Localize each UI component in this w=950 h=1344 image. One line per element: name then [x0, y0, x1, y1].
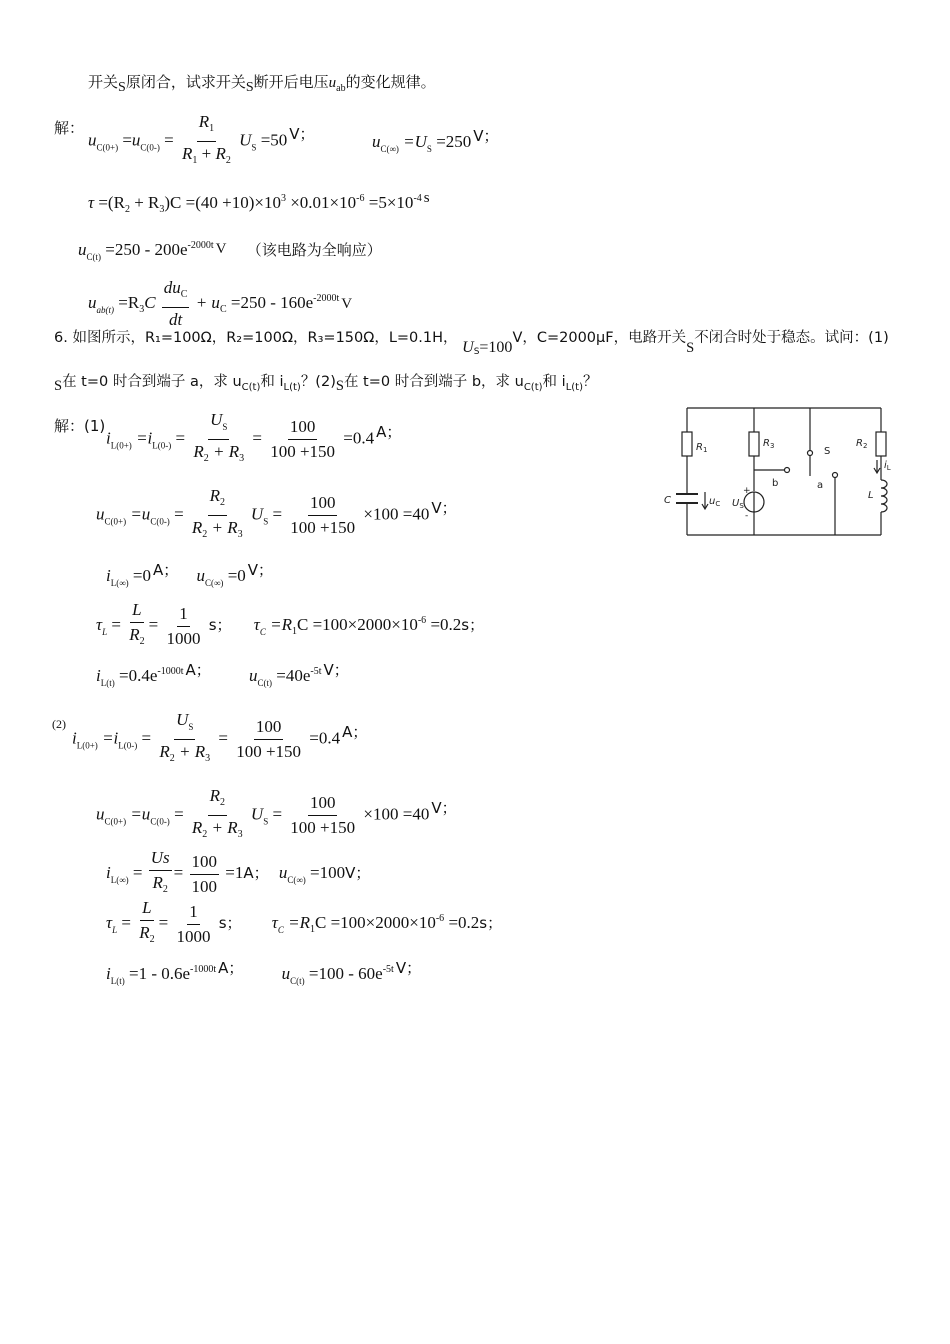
resistor-r1: [682, 432, 692, 456]
eq-expr: =250 - 200e: [105, 240, 188, 259]
intro-text: 的变化规律。: [345, 73, 436, 91]
eq-result: =250 - 160e: [230, 292, 314, 312]
fraction: [149, 848, 172, 900]
fraction: [288, 493, 357, 538]
eq-sub: ab(t): [96, 304, 114, 315]
eq-expr: + u: [195, 292, 220, 312]
inductor-l: [881, 480, 887, 512]
eq-sub: 3: [239, 453, 245, 464]
eq-sup: -2000t: [313, 292, 340, 304]
label-r3-sub: 3: [769, 442, 775, 450]
eq-sym: τ: [271, 912, 278, 932]
eq-sub: 2: [225, 155, 231, 166]
eq-sub: 3: [139, 303, 145, 315]
eq-sym: u: [249, 666, 258, 685]
frac-num: 100: [288, 417, 318, 440]
label-l: L: [868, 490, 874, 501]
label-il-sym: i: [884, 460, 887, 471]
note-full-response: （该电路为全响应）: [246, 241, 382, 259]
problem-text: 6. 如图所示，R₁=100Ω，R₂=100Ω，R₃=150Ω，L=0.1H，: [54, 330, 458, 346]
eq-sub: 2: [149, 934, 155, 945]
eq-sup: -4: [413, 193, 422, 204]
fraction: [162, 278, 190, 330]
eq-expr: =R: [118, 292, 140, 312]
label-s: S: [824, 446, 831, 457]
eq-sub: C(0+): [96, 142, 119, 153]
eq-sym: i: [72, 728, 77, 748]
equation-tau-1: $\tau_L$ = $\frac{L}{R_2}$ = $\frac{1}{1000}$ s； $\tau_C =R_1C =100\times 2000\times 10^{-6} =0.2s$；: [96, 600, 484, 652]
eq-sub: 2: [203, 453, 209, 464]
label-r3-sym: R: [763, 438, 770, 449]
unit: V；: [473, 127, 499, 145]
unit: V；: [431, 799, 457, 818]
equation-tau: [88, 188, 430, 220]
unit: s；: [479, 913, 503, 932]
fraction: [137, 898, 156, 950]
frac-den: + R: [179, 742, 206, 761]
eq-sym: u: [78, 240, 87, 259]
label-uc: [709, 496, 720, 508]
fraction: [190, 786, 245, 845]
frac-den: R: [159, 742, 170, 761]
fraction: [234, 717, 303, 762]
frac-num: 100: [308, 493, 338, 516]
eq-result: =0.2: [430, 614, 462, 634]
label-il-sub: L: [886, 464, 891, 472]
resistor-r2: [876, 432, 886, 456]
eq-sym: =i: [102, 728, 119, 748]
problem-text: 在 t=0 时合到端子 b，求 u: [343, 374, 524, 390]
eq-result: =1: [225, 862, 244, 882]
problem-text: V，C=2000μF，电路开关: [512, 330, 687, 346]
unit: V；: [395, 959, 422, 977]
eq-sub: S: [188, 722, 194, 732]
eq-sup: -1000t: [157, 666, 184, 677]
label-il: [884, 460, 891, 472]
eq-sym: i: [106, 964, 111, 983]
fraction: [190, 852, 220, 897]
eq-result: =0: [132, 566, 151, 585]
equation-uc0: [88, 112, 315, 171]
eq-sub: S: [251, 142, 257, 153]
eq-result: =40e: [276, 666, 311, 685]
eq-sym: U: [250, 804, 264, 824]
unit: V；: [289, 125, 315, 144]
intro-text: 原闭合，试求开关: [125, 73, 246, 91]
frac-den: + R: [213, 442, 240, 461]
frac-den: 100 +150: [270, 442, 336, 461]
frac-num: U: [210, 410, 223, 429]
label-r2-sym: R: [856, 438, 863, 449]
eq-sub: S: [222, 422, 228, 432]
eq-sub: C(t): [257, 678, 272, 688]
solution6-2-label: (2): [52, 717, 66, 731]
eq-sub: C(0+): [104, 816, 127, 827]
eq-expr: C =100×2000×10: [296, 614, 418, 634]
frac-den: dt: [169, 310, 183, 329]
eq-sub: C(t): [523, 382, 543, 393]
equation-tau-2: $\tau_L$ = $\frac{L}{R_2}$ = $\frac{1}{1000}$ s； $\tau_C =R_1C =100\times 2000\times 10^{-6} =0.2s$；: [106, 898, 502, 950]
unit: A；: [376, 423, 402, 442]
intro-text: 开关: [88, 73, 119, 91]
eq-sub: L(t): [283, 382, 301, 393]
equation-inf-2: $i_{L(\infty)}$ = $\frac{Us}{R_2}$ = $\frac{100}{100}$ =1A； $u_{C(\infty)} =100V$；: [106, 848, 370, 900]
intro-text: 断开后电压: [253, 73, 329, 91]
eq-sym: U: [462, 339, 474, 356]
eq-sup: 3: [280, 193, 286, 204]
eq-sub: 3: [205, 753, 211, 764]
frac-den: R: [193, 442, 204, 461]
eq-sym: u: [196, 566, 206, 585]
switch-s: S: [686, 340, 695, 356]
eq-sym: u: [96, 504, 105, 524]
eq-result: ×100 =40: [363, 804, 430, 824]
equation-uc-inf: [372, 126, 499, 159]
frac-num: 1: [187, 902, 200, 925]
equation-il0-1: $i_{L(0+)} =i_{L(0-)}$ = $\frac{U_S}{R_2 + R_3}$ = $\frac{100}{100 +150}$ =0.4 A；: [106, 410, 401, 469]
unit: V: [215, 241, 227, 257]
eq-sym: u: [88, 292, 97, 312]
eq-sub: C: [259, 626, 266, 637]
eq-expr: =(R: [98, 193, 125, 212]
eq-result: =0.2: [448, 912, 480, 932]
problem-text: 在 t=0 时合到端子 a，求 u: [62, 374, 242, 390]
eq-sub: 2: [124, 204, 130, 215]
problem-text: 不闭合时处于稳态。试问：(1): [694, 330, 889, 346]
frac-den: 1000: [166, 628, 201, 648]
frac-num: 100: [190, 852, 220, 875]
label-r2: [856, 438, 867, 450]
frac-num: L: [140, 898, 153, 921]
eq-sym: C: [144, 292, 156, 312]
fraction: [164, 604, 202, 649]
eq-sub: C: [180, 289, 188, 300]
eq-sub: L(∞): [110, 874, 129, 885]
label-uc-sub: C: [715, 500, 721, 508]
eq-sup: -1000t: [190, 964, 217, 975]
frac-den: 1000: [176, 926, 211, 946]
frac-den: R: [191, 818, 203, 837]
eq-sub: C(t): [241, 382, 261, 393]
eq-sub: 2: [219, 497, 225, 508]
eq-sub: C(0-): [150, 516, 170, 527]
eq-sub: C: [277, 924, 284, 935]
label-minus: -: [745, 511, 749, 521]
eq-sub: C(∞): [380, 144, 399, 154]
label-r1-sub: 1: [702, 446, 708, 454]
equation-uab: [88, 278, 352, 330]
equation-resp-1: [96, 660, 349, 693]
fraction: [157, 710, 212, 769]
resistor-r3: [749, 432, 759, 456]
unit: s；: [218, 913, 242, 932]
eq-sub: 1: [309, 923, 315, 935]
problem-text: ？: [582, 374, 598, 390]
switch-pivot: [808, 451, 813, 456]
frac-num: 100: [254, 717, 284, 740]
unit: s；: [461, 615, 485, 634]
eq-sup: -6: [435, 912, 445, 924]
eq-sym: =u: [130, 804, 151, 824]
frac-den: R: [139, 923, 150, 942]
problem6-line1: [54, 328, 889, 362]
frac-den: R: [129, 625, 140, 644]
frac-den: R: [191, 518, 203, 537]
eq-sub: L: [112, 924, 118, 935]
label-r3: [763, 438, 774, 450]
switch-s: S: [335, 378, 344, 394]
eq-sym: u: [372, 132, 381, 151]
eq-sub: L(t): [110, 976, 125, 986]
problem-text: ？(2): [300, 374, 336, 390]
frac-den: 100 +150: [290, 518, 356, 537]
eq-sub: S: [263, 816, 269, 827]
eq-result: =100: [310, 862, 346, 882]
unit: A；: [218, 959, 244, 977]
terminal-b: [785, 468, 790, 473]
eq-sub: L(0+): [110, 440, 132, 451]
label-us: [732, 498, 744, 510]
eq-sub: C: [219, 303, 227, 315]
unit: s: [423, 190, 430, 206]
equation-resp-2: [106, 958, 421, 991]
frac-den: R: [182, 144, 193, 163]
eq-sym: +: [201, 144, 212, 163]
terminal-a: [833, 473, 838, 478]
eq-sub: C(t): [290, 976, 305, 986]
eq-sym: u: [131, 130, 141, 150]
eq-sym: =: [164, 130, 174, 150]
frac-den: R: [215, 144, 226, 163]
frac-num: R: [198, 112, 210, 131]
eq-result: =0: [227, 566, 246, 585]
eq-expr: )C =(40 +10)×10: [164, 193, 281, 212]
circuit-diagram: [660, 400, 900, 545]
label-r1: [696, 442, 707, 454]
frac-den: + R: [211, 518, 238, 537]
eq-sup: -6: [417, 614, 427, 626]
eq-expr: =100: [479, 339, 513, 356]
eq-result: ×100 =40: [363, 504, 430, 524]
frac-num: 100: [308, 793, 338, 816]
fraction: [268, 417, 337, 462]
fraction: [191, 410, 246, 469]
eq-sub: C(∞): [287, 874, 306, 885]
eq-sub: L(t): [565, 382, 583, 393]
eq-sym: u: [281, 964, 291, 983]
eq-sym: u: [88, 130, 97, 150]
label-uc-sym: u: [709, 496, 716, 507]
eq-sym: τ: [253, 614, 260, 634]
eq-sym: U: [239, 130, 252, 150]
eq-sym: u: [96, 804, 105, 824]
label-a: a: [817, 480, 824, 491]
equation-uc0-2: $u_{C(0+)} =u_{C(0-)}$ = $\frac{R_2}{R_2 + R_3}$ $U_S$ = $\frac{100}{100 +150}$ ×100 =40 V；: [96, 786, 457, 845]
solution6-1-label: 解：(1): [54, 417, 106, 435]
frac-den: 100 +150: [236, 742, 302, 761]
eq-sym: τ: [96, 614, 103, 634]
frac-den: + R: [211, 818, 238, 837]
eq-sub: L: [102, 626, 108, 637]
eq-sup: -5t: [310, 666, 322, 677]
eq-sub: 1: [291, 625, 297, 637]
frac-num: L: [130, 600, 143, 623]
unit: V；: [431, 499, 457, 518]
eq-expr: + R: [134, 193, 160, 212]
problem6-line2: [54, 372, 597, 398]
eq-sub: S: [426, 144, 432, 154]
frac-num: 1: [177, 604, 190, 627]
label-b: b: [772, 478, 779, 489]
intro-line: [88, 72, 436, 99]
eq-expr: C =100×2000×10: [314, 912, 436, 932]
unit: V；: [323, 661, 349, 679]
eq-sym: i: [106, 428, 111, 448]
fraction: [174, 902, 212, 947]
eq-sub: L(∞): [110, 578, 129, 588]
problem-text: 和 i: [542, 374, 566, 390]
unit: A；: [185, 661, 211, 679]
label-plus: +: [743, 486, 751, 496]
switch-s: S: [54, 378, 63, 394]
eq-sym: U: [250, 504, 264, 524]
eq-sym: =U: [403, 132, 427, 151]
uab-symbol: u: [328, 75, 337, 91]
fraction: [288, 793, 357, 838]
eq-result: =0.4: [343, 428, 375, 448]
equation-il0-2: $i_{L(0+)} =i_{L(0-)}$ = $\frac{U_S}{R_2 + R_3}$ = $\frac{100}{100 +150}$ =0.4 A；: [72, 710, 367, 769]
eq-sub: L(t): [100, 678, 115, 688]
eq-sub: 2: [219, 797, 225, 808]
eq-sup: -6: [356, 193, 365, 204]
eq-expr: ×0.01×10: [290, 193, 357, 212]
eq-sym: u: [278, 862, 288, 882]
frac-den: 100 +150: [290, 818, 356, 837]
frac-den: 100: [191, 876, 217, 896]
eq-sub: 3: [237, 529, 243, 540]
frac-num: R: [209, 486, 220, 505]
label-c: C: [664, 495, 671, 506]
fraction: [190, 486, 245, 545]
unit: s；: [208, 615, 232, 634]
eq-sup: -2000t: [187, 240, 214, 251]
eq-sub: 1: [192, 155, 198, 166]
eq-result: =1 - 0.6e: [128, 964, 191, 983]
frac-den: R: [152, 873, 163, 892]
label-us-sym: U: [732, 498, 740, 509]
eq-expr: =R: [270, 614, 292, 634]
eq-sub: C(0+): [104, 516, 127, 527]
eq-sub: C(t): [86, 252, 101, 262]
equation-uc0-1: $u_{C(0+)} =u_{C(0-)}$ = $\frac{R_2}{R_2 + R_3}$ $U_S$ = $\frac{100}{100 +150}$ ×100 =40 V；: [96, 486, 457, 545]
eq-sup: -5t: [382, 964, 394, 975]
eq-sub: L(0+): [76, 740, 98, 751]
eq-sym: =u: [130, 504, 151, 524]
unit: A；: [342, 723, 368, 742]
unit: V；: [345, 863, 371, 882]
frac-num: du: [163, 278, 181, 297]
eq-sub: C(∞): [205, 578, 224, 588]
eq-sub: 1: [209, 123, 215, 134]
eq-result: =100 - 60e: [308, 964, 383, 983]
eq-sub: 2: [202, 529, 208, 540]
eq-sub: 3: [159, 204, 165, 215]
eq-sub: S: [473, 347, 480, 357]
eq-result: =250: [436, 132, 472, 151]
frac-num: R: [209, 786, 220, 805]
eq-sym: τ: [106, 912, 113, 932]
eq-sub: S: [263, 516, 269, 527]
eq-sub: C(0-): [150, 816, 170, 827]
unit: V；: [247, 561, 274, 579]
eq-sub: 2: [162, 884, 168, 895]
fraction: [127, 600, 146, 652]
fraction: [180, 112, 233, 171]
eq-sym: i: [106, 566, 111, 585]
switch-s: S: [118, 80, 126, 95]
eq-sym: i: [106, 862, 111, 882]
eq-sym: τ: [88, 193, 95, 212]
eq-expr: =R: [288, 912, 310, 932]
solution-label: 解：: [54, 119, 85, 137]
label-us-sub: S: [739, 502, 744, 510]
unit: V: [341, 295, 353, 312]
label-r1-sym: R: [696, 442, 703, 453]
unit: A；: [243, 863, 269, 882]
equation-inf-1: [106, 560, 273, 593]
label-r2-sub: 2: [862, 442, 868, 450]
uab-sub: ab: [336, 83, 346, 94]
frac-num: Us: [149, 848, 172, 871]
eq-result: =5×10: [368, 193, 414, 212]
eq-sub: 2: [139, 636, 145, 647]
eq-sub: 2: [169, 753, 175, 764]
eq-sym: =: [122, 130, 132, 150]
switch-s: S: [245, 80, 254, 95]
eq-sub: 2: [202, 829, 208, 840]
problem-text: 和 i: [260, 374, 284, 390]
eq-result: =0.4: [309, 728, 341, 748]
eq-sub: L(0-): [118, 740, 138, 751]
eq-sym: =i: [136, 428, 153, 448]
eq-sub: 3: [237, 829, 243, 840]
frac-num: U: [176, 710, 189, 729]
unit: A；: [153, 561, 179, 579]
eq-sub: C(0-): [140, 142, 160, 153]
eq-sub: L(0-): [152, 440, 172, 451]
eq-result: =50: [260, 130, 288, 150]
equation-uct: [78, 236, 382, 267]
eq-result: =0.4e: [118, 666, 158, 685]
eq-sym: i: [96, 666, 101, 685]
